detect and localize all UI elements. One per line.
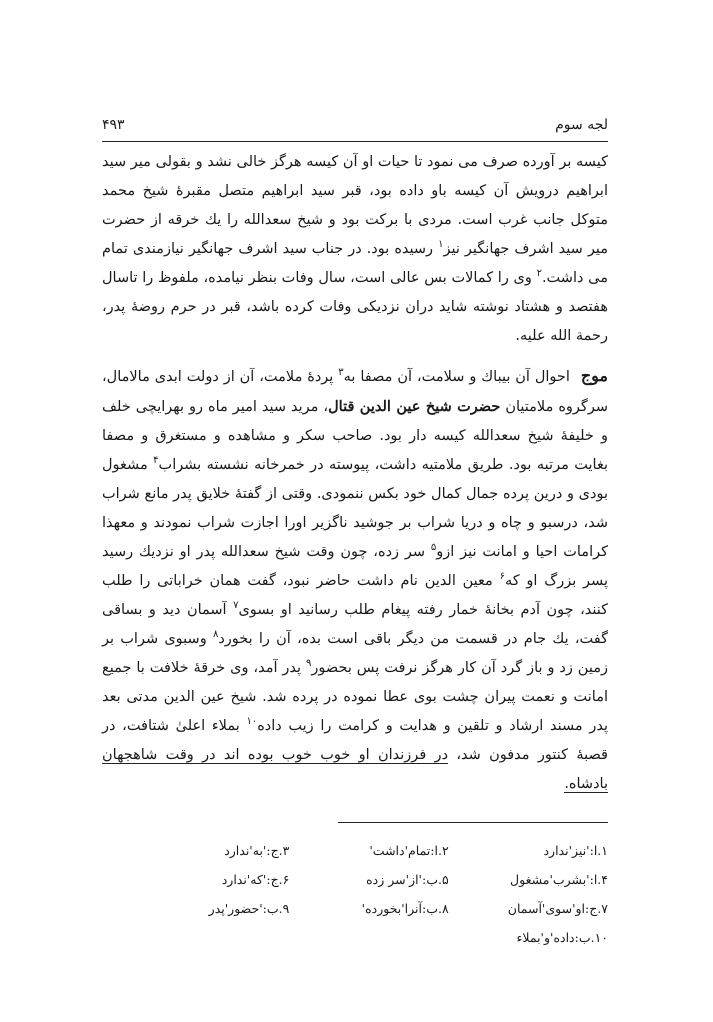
footnote-marker-1: ۱ — [438, 239, 444, 251]
text-run: آسمان دید و بساقی گفت، یك جام در قسمت من دیگر باقی است بده، آن را بخورد — [102, 602, 608, 647]
paragraph-1 — [102, 148, 608, 351]
footnote-row — [130, 836, 608, 865]
text-run: ، مرید سید امیر ماه رو بهرایچی خلف و خلیفهٔ شیخ سعدالله کیسه دار بود. صاحب سکر و مشاهده و مستغرق و مصفا بغایت مرتبه بود. طریق ملامتیه داشت، پیوسته در خمرخانه نشسته بشراب — [102, 399, 608, 473]
footnote-marker-3: ۳ — [338, 367, 344, 379]
header-divider — [102, 141, 608, 142]
footnote-10: ۱۰.ب:داده'و'بملاء — [516, 930, 608, 945]
text-run: مشغول بودی و درین پرده جمال کمال خود بکس ننمودی. وقتی از گفتهٔ خلایق پدر مانع شراب شد، درسبو و چاه و دریا شراب بر جوشید ناگزیر اورا اجازت شراب نمودند و معهذا کرامات احیا و امانت نیز ازو — [102, 457, 608, 560]
footnote-marker-4: ۴ — [153, 455, 159, 467]
footnote-row — [130, 865, 608, 894]
text-run: معین الدین نام داشت حاضر نبود، گفت همان خراباتی را طلب کنند، چون آدم بخانهٔ خمار رفته پیغام طلب رسانید او بسوی — [102, 573, 609, 618]
text-run: کیسه بر آورده صرف می نمود تا حیات او آن کیسه هرگز خالی نشد و بقولی میر سید ابراهیم درویش آن کیسه باو داده بود، قبر سید ابراهیم متصل مقبرهٔ شیخ محمد متوکل جانب غرب است. مردی با برکت بود و شیخ سعدالله را یك خرقه از حضرت میر سید اشرف جهانگیر نیز — [102, 154, 608, 257]
text-run: وسبوی شراب بر زمین زد و باز گرد آن کار هرگز نرفت پس بحضور — [102, 631, 608, 676]
footnote-1: ۱.ا:'نیز'ندارد — [543, 843, 608, 858]
paragraph-2 — [102, 361, 608, 799]
footnote-7: ۷.ج:او'سوی'آسمان — [507, 901, 608, 916]
footnote-2: ۲.ا:تمام'داشت' — [369, 843, 449, 858]
text-run: بملاء اعلیٰ شتافت، در قصبهٔ کنتور مدفون شد، — [102, 718, 608, 763]
footnote-3: ۳.ج:'به'ندارد — [224, 843, 290, 858]
text-run: احوال آن بیباك و سلامت، آن مصفا به — [343, 369, 575, 385]
footnote-empty — [130, 923, 289, 952]
footnote-9: ۹.ب:'حضور'پدر — [208, 901, 290, 916]
footnote-marker-5: ۵ — [430, 542, 437, 554]
page-number: ۴۹۳ — [102, 117, 125, 133]
text-run: وی را کمالات بس عالی است، سال وفات بنظر نیامده، ملفوظ را تاسال هفتصد و هشتاد نوشته شاید دران نزدیکی وفات کرده باشد، قبر در حرم روضهٔ پدر، رحمة الله علیه. — [102, 270, 608, 344]
footnote-divider — [338, 822, 608, 823]
text-run: پردهٔ ملامت، آن از دولت ابدی مالامال، سرگروه ملامتیان — [102, 369, 608, 415]
text-run: پدر آمد، وی خرقهٔ خلافت با جمیع امانت و نعمت پیران چشت بوی عطا نموده در پرده شد. شیخ عین الدین مدتی بعد پدر مسند ارشاد و تلقین و هدایت و کرامت را زیب داده — [102, 660, 608, 734]
footnote-row — [130, 923, 608, 952]
person-name: حضرت شیخ عین الدین قتال — [328, 398, 501, 415]
running-title: لجه سوم — [555, 117, 608, 133]
text-run: سر زده، چون وقت شیخ سعدالله پدر او نزدیك رسید پسر بزرگ او که — [102, 544, 608, 589]
footnote-marker-8: ۸ — [212, 629, 219, 641]
footnote-empty — [289, 923, 448, 952]
footnote-4: ۴.ا:'بشرب'مشغول — [510, 872, 608, 887]
footnote-marker-7: ۷ — [233, 600, 239, 612]
text-run: رسیده بود. در جناب سید اشرف جهانگیر نیازمندی تمام می داشت. — [102, 241, 608, 286]
footnote-5: ۵.ب:'از'سر زده — [366, 872, 449, 887]
body-text — [102, 148, 608, 799]
footnote-marker-10: ۱۰ — [246, 716, 258, 728]
footnote-marker-9: ۹ — [306, 658, 312, 670]
footnotes — [130, 836, 608, 952]
footnote-marker-6: ۶ — [499, 571, 505, 583]
lead-word: موج — [580, 366, 608, 385]
footnote-marker-2: ۲ — [536, 268, 542, 280]
footnote-8: ۸.ب:آنرا'بخورده' — [361, 901, 449, 916]
underlined-text: در فرزندان او خوب خوب بوده اند در وقت شاهجهان بادشاه. — [102, 747, 608, 792]
footnote-row — [130, 894, 608, 923]
footnote-6: ۶.ج:'که'ندارد — [221, 872, 290, 887]
page-header — [102, 112, 608, 138]
